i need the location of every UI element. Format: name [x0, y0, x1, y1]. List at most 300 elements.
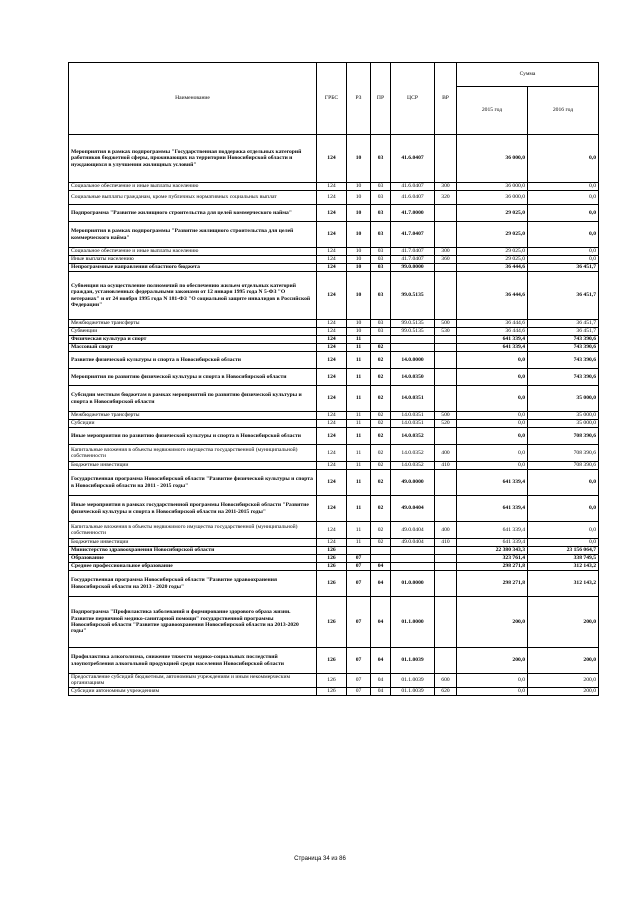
cell-grbs: 124	[317, 248, 347, 256]
cell-grbs: 124	[317, 428, 347, 445]
cell-y2015: 641 339,4	[457, 470, 528, 496]
cell-y2016: 708 390,6	[528, 445, 599, 462]
table-row	[69, 336, 599, 344]
cell-y2016: 0,0	[528, 522, 599, 539]
cell-vr: 300	[435, 248, 457, 256]
cell-vr	[435, 272, 457, 320]
cell-pr: 03	[371, 135, 391, 183]
cell-grbs: 126	[317, 597, 347, 648]
cell-csr: 49.0.0404	[391, 496, 435, 522]
cell-pr: 02	[371, 369, 391, 386]
cell-pr: 03	[371, 264, 391, 272]
cell-y2015: 0,0	[457, 445, 528, 462]
cell-name: Массовый спорт	[69, 344, 317, 352]
cell-y2015: 29 025,0	[457, 205, 528, 222]
cell-rz: 11	[347, 369, 371, 386]
cell-vr	[435, 470, 457, 496]
cell-rz: 11	[347, 352, 371, 369]
cell-csr: 99.0.5135	[391, 320, 435, 328]
cell-grbs: 124	[317, 191, 347, 205]
cell-y2016: 35 000,0	[528, 412, 599, 420]
cell-vr: 530	[435, 328, 457, 336]
cell-y2016: 0,0	[528, 256, 599, 264]
cell-rz	[347, 547, 371, 555]
cell-pr: 03	[371, 183, 391, 191]
table-row	[69, 687, 599, 695]
cell-name: Государственная программа Новосибирской области "Развитие здравоохранения Новосибирской области на 2013 - 2020 годы"	[69, 571, 317, 597]
cell-y2015: 0,0	[457, 674, 528, 688]
cell-pr: 02	[371, 522, 391, 539]
cell-vr: 410	[435, 539, 457, 547]
cell-csr: 14.0.0350	[391, 369, 435, 386]
cell-rz: 11	[347, 412, 371, 420]
cell-name: Межбюджетные трансферты	[69, 320, 317, 328]
cell-y2015: 0,0	[457, 420, 528, 428]
cell-name: Образование	[69, 555, 317, 563]
cell-grbs: 124	[317, 412, 347, 420]
cell-csr	[391, 563, 435, 571]
cell-rz: 11	[347, 539, 371, 547]
budget-table	[68, 62, 599, 696]
cell-y2016: 0,0	[528, 191, 599, 205]
cell-grbs: 124	[317, 420, 347, 428]
table-row	[69, 344, 599, 352]
cell-y2015: 0,0	[457, 428, 528, 445]
cell-csr: 14.0.0352	[391, 462, 435, 470]
cell-name: Подпрограмма "Профилактика заболеваний и формирование здорового образа жизни. Развитие первичной медико-санитарной помощи" государственной программы Новосибирской области "Развитие здравоохранения Новосибирской области на 2013-2020 годы"	[69, 597, 317, 648]
cell-grbs: 124	[317, 496, 347, 522]
cell-csr	[391, 547, 435, 555]
cell-vr	[435, 555, 457, 563]
cell-csr: 49.0.0000	[391, 470, 435, 496]
page-footer: Страница 34 из 86	[294, 856, 346, 862]
header-sum: Сумма	[457, 63, 599, 87]
cell-vr	[435, 344, 457, 352]
cell-y2016: 0,0	[528, 539, 599, 547]
header-2016: 2016 год	[528, 87, 599, 135]
cell-vr: 400	[435, 522, 457, 539]
cell-rz: 11	[347, 496, 371, 522]
cell-rz: 07	[347, 687, 371, 695]
table-row	[69, 470, 599, 496]
cell-y2015: 0,0	[457, 462, 528, 470]
table-row	[69, 369, 599, 386]
cell-csr: 14.0.0351	[391, 386, 435, 412]
cell-rz: 11	[347, 522, 371, 539]
cell-grbs: 126	[317, 687, 347, 695]
header-2015: 2015 год	[457, 87, 528, 135]
table-row	[69, 539, 599, 547]
cell-vr	[435, 597, 457, 648]
cell-y2016: 36 451,7	[528, 264, 599, 272]
cell-vr	[435, 369, 457, 386]
cell-y2016: 743 390,6	[528, 344, 599, 352]
cell-csr: 41.7.0407	[391, 222, 435, 248]
cell-csr: 41.6.0407	[391, 135, 435, 183]
cell-name: Предоставление субсидий бюджетным, автономным учреждениям и иным некоммерческим организациям	[69, 674, 317, 688]
cell-csr: 01.1.0039	[391, 648, 435, 674]
cell-vr: 500	[435, 412, 457, 420]
cell-pr: 04	[371, 563, 391, 571]
table-row	[69, 563, 599, 571]
cell-y2016: 200,0	[528, 597, 599, 648]
cell-rz: 07	[347, 555, 371, 563]
cell-pr	[371, 547, 391, 555]
cell-grbs: 126	[317, 674, 347, 688]
cell-rz: 10	[347, 183, 371, 191]
cell-rz: 10	[347, 222, 371, 248]
cell-csr: 01.1.0039	[391, 674, 435, 688]
cell-csr: 99.0.5135	[391, 272, 435, 320]
cell-rz: 11	[347, 420, 371, 428]
cell-vr	[435, 222, 457, 248]
cell-rz: 07	[347, 571, 371, 597]
cell-vr: 400	[435, 445, 457, 462]
cell-grbs: 124	[317, 386, 347, 412]
cell-name: Субсидии автономным учреждениям	[69, 687, 317, 695]
cell-csr: 49.0.0404	[391, 522, 435, 539]
cell-pr: 03	[371, 222, 391, 248]
cell-pr: 02	[371, 445, 391, 462]
cell-rz: 10	[347, 328, 371, 336]
cell-vr: 300	[435, 183, 457, 191]
cell-y2016: 36 451,7	[528, 272, 599, 320]
cell-vr	[435, 496, 457, 522]
cell-vr: 500	[435, 320, 457, 328]
cell-csr: 99.0.0000	[391, 264, 435, 272]
cell-grbs: 126	[317, 648, 347, 674]
cell-y2015: 36 000,0	[457, 183, 528, 191]
cell-name: Министерство здравоохранения Новосибирской области	[69, 547, 317, 555]
cell-pr: 02	[371, 496, 391, 522]
table-row	[69, 256, 599, 264]
table-row	[69, 135, 599, 183]
cell-rz: 10	[347, 272, 371, 320]
cell-y2016: 0,0	[528, 222, 599, 248]
cell-vr	[435, 563, 457, 571]
table-header	[69, 63, 599, 135]
cell-rz: 10	[347, 256, 371, 264]
cell-grbs: 124	[317, 320, 347, 328]
cell-name: Среднее профессиональное образование	[69, 563, 317, 571]
cell-rz: 11	[347, 336, 371, 344]
cell-rz: 11	[347, 344, 371, 352]
cell-grbs: 124	[317, 183, 347, 191]
cell-pr: 04	[371, 648, 391, 674]
cell-pr	[371, 555, 391, 563]
cell-y2016: 743 390,6	[528, 336, 599, 344]
cell-rz: 10	[347, 320, 371, 328]
cell-csr: 41.6.0407	[391, 183, 435, 191]
cell-y2016: 312 143,2	[528, 563, 599, 571]
cell-rz: 10	[347, 205, 371, 222]
cell-rz: 10	[347, 191, 371, 205]
cell-grbs: 124	[317, 369, 347, 386]
cell-y2015: 641 339,4	[457, 344, 528, 352]
cell-pr: 02	[371, 412, 391, 420]
cell-pr: 03	[371, 272, 391, 320]
table-row	[69, 428, 599, 445]
cell-name: Социальное обеспечение и иные выплаты населению	[69, 183, 317, 191]
table-row	[69, 328, 599, 336]
cell-vr	[435, 135, 457, 183]
cell-grbs: 126	[317, 571, 347, 597]
cell-y2015: 0,0	[457, 386, 528, 412]
cell-csr	[391, 344, 435, 352]
cell-y2015: 641 339,4	[457, 496, 528, 522]
cell-pr: 02	[371, 462, 391, 470]
cell-csr: 01.1.0000	[391, 597, 435, 648]
cell-vr	[435, 547, 457, 555]
cell-rz: 11	[347, 386, 371, 412]
cell-csr: 41.6.0407	[391, 191, 435, 205]
cell-grbs: 124	[317, 272, 347, 320]
cell-pr: 02	[371, 420, 391, 428]
cell-pr: 04	[371, 674, 391, 688]
cell-pr: 03	[371, 205, 391, 222]
cell-y2016: 743 390,6	[528, 352, 599, 369]
cell-csr: 14.0.0000	[391, 352, 435, 369]
cell-vr	[435, 386, 457, 412]
cell-grbs: 124	[317, 522, 347, 539]
cell-name: Социальное обеспечение и иные выплаты населению	[69, 248, 317, 256]
cell-vr: 520	[435, 420, 457, 428]
table-body	[69, 135, 599, 696]
cell-vr	[435, 336, 457, 344]
cell-name: Субсидии	[69, 420, 317, 428]
cell-vr	[435, 428, 457, 445]
cell-name: Бюджетные инвестиции	[69, 539, 317, 547]
header-vr: ВР	[435, 63, 457, 135]
cell-y2016: 0,0	[528, 496, 599, 522]
header-pr: ПР	[371, 63, 391, 135]
table-row	[69, 272, 599, 320]
cell-name: Субсидии местным бюджетам в рамках мероприятий по развитию физической культуры и спорта в Новосибирской области	[69, 386, 317, 412]
cell-y2016: 0,0	[528, 205, 599, 222]
cell-rz: 07	[347, 563, 371, 571]
cell-vr: 320	[435, 191, 457, 205]
cell-grbs: 126	[317, 555, 347, 563]
cell-grbs: 124	[317, 344, 347, 352]
cell-y2015: 0,0	[457, 352, 528, 369]
cell-y2015: 36 000,0	[457, 191, 528, 205]
table-row	[69, 205, 599, 222]
cell-grbs: 124	[317, 256, 347, 264]
cell-pr: 03	[371, 328, 391, 336]
cell-pr: 04	[371, 687, 391, 695]
cell-vr: 410	[435, 462, 457, 470]
cell-pr: 03	[371, 256, 391, 264]
header-grbs: ГРБС	[317, 63, 347, 135]
cell-name: Профилактика алкоголизма, снижение тяжести медико-социальных последствий злоупотребления алкогольной продукцией среди населения Новосибирской области	[69, 648, 317, 674]
cell-y2015: 298 271,8	[457, 571, 528, 597]
cell-grbs: 124	[317, 470, 347, 496]
cell-rz: 11	[347, 462, 371, 470]
cell-rz: 07	[347, 597, 371, 648]
cell-csr: 14.0.0352	[391, 445, 435, 462]
cell-y2016: 708 390,6	[528, 428, 599, 445]
cell-grbs: 126	[317, 563, 347, 571]
cell-csr: 41.7.0407	[391, 248, 435, 256]
cell-csr: 01.0.0000	[391, 571, 435, 597]
cell-pr: 03	[371, 248, 391, 256]
cell-pr: 02	[371, 352, 391, 369]
cell-y2015: 200,0	[457, 648, 528, 674]
table-row	[69, 352, 599, 369]
table-row	[69, 264, 599, 272]
cell-name: Физическая культура и спорт	[69, 336, 317, 344]
cell-name: Государственная программа Новосибирской области "Развитие физической культуры и спорта в Новосибирской области на 2011 - 2015 годы"	[69, 470, 317, 496]
cell-y2016: 200,0	[528, 648, 599, 674]
cell-rz: 11	[347, 470, 371, 496]
table-row	[69, 571, 599, 597]
cell-y2015: 36 000,0	[457, 135, 528, 183]
cell-pr: 04	[371, 571, 391, 597]
cell-y2015: 36 444,6	[457, 320, 528, 328]
cell-pr: 02	[371, 344, 391, 352]
cell-grbs: 126	[317, 547, 347, 555]
cell-pr: 03	[371, 320, 391, 328]
cell-y2015: 0,0	[457, 412, 528, 420]
cell-grbs: 124	[317, 352, 347, 369]
cell-vr: 620	[435, 687, 457, 695]
cell-y2016: 35 000,0	[528, 386, 599, 412]
cell-csr: 14.0.0351	[391, 412, 435, 420]
cell-y2016: 23 156 064,7	[528, 547, 599, 555]
table-row	[69, 462, 599, 470]
cell-y2016: 36 451,7	[528, 328, 599, 336]
cell-rz: 10	[347, 135, 371, 183]
cell-y2015: 36 444,6	[457, 264, 528, 272]
table-row	[69, 522, 599, 539]
cell-vr	[435, 264, 457, 272]
cell-name: Иные мероприятия в рамках государственной программы Новосибирской области "Развитие физической культуры и спорта в Новосибирской области на 2011-2015 годы"	[69, 496, 317, 522]
cell-y2016: 200,0	[528, 674, 599, 688]
cell-y2015: 29 025,0	[457, 222, 528, 248]
cell-csr: 99.0.5135	[391, 328, 435, 336]
cell-y2016: 35 000,0	[528, 420, 599, 428]
cell-name: Субвенции	[69, 328, 317, 336]
cell-y2015: 641 339,4	[457, 336, 528, 344]
cell-vr	[435, 205, 457, 222]
header-rz: РЗ	[347, 63, 371, 135]
cell-csr: 01.1.0039	[391, 687, 435, 695]
cell-grbs: 124	[317, 222, 347, 248]
cell-y2016: 0,0	[528, 135, 599, 183]
cell-grbs: 124	[317, 135, 347, 183]
cell-pr	[371, 336, 391, 344]
cell-name: Мероприятия по развитию физической культуры и спорта в Новосибирской области	[69, 369, 317, 386]
cell-name: Субвенция на осуществление полномочий по обеспечению жильем отдельных категорий граждан, установленных федеральными законами от 12 января 1995 года N 5-ФЗ "О ветеранах" и от 24 ноября 1995 года N 181-ФЗ "О социальной защите инвалидов в Российской Федерации"	[69, 272, 317, 320]
cell-name: Подпрограмма "Развитие жилищного строительства для целей коммерческого найма"	[69, 205, 317, 222]
cell-name: Капитальные вложения в объекты недвижимого имущества государственной (муниципальной) собственности	[69, 445, 317, 462]
table-row	[69, 248, 599, 256]
cell-y2015: 22 380 343,3	[457, 547, 528, 555]
cell-rz: 07	[347, 674, 371, 688]
cell-y2015: 0,0	[457, 687, 528, 695]
cell-y2015: 0,0	[457, 369, 528, 386]
header-csr: ЦСР	[391, 63, 435, 135]
cell-pr: 04	[371, 597, 391, 648]
cell-vr: 360	[435, 256, 457, 264]
cell-vr	[435, 571, 457, 597]
cell-name: Межбюджетные трансферты	[69, 412, 317, 420]
cell-y2016: 200,0	[528, 687, 599, 695]
cell-csr	[391, 555, 435, 563]
cell-name: Развитие физической культуры и спорта в Новосибирской области	[69, 352, 317, 369]
header-name: Наименование	[69, 63, 317, 135]
table-row	[69, 420, 599, 428]
cell-grbs: 124	[317, 328, 347, 336]
table-row	[69, 412, 599, 420]
cell-y2016: 0,0	[528, 183, 599, 191]
cell-grbs: 124	[317, 205, 347, 222]
cell-pr: 02	[371, 539, 391, 547]
cell-name: Капитальные вложения в объекты недвижимого имущества государственной (муниципальной) собственности	[69, 522, 317, 539]
table-row	[69, 445, 599, 462]
cell-vr	[435, 648, 457, 674]
cell-rz: 07	[347, 648, 371, 674]
cell-y2015: 29 025,0	[457, 256, 528, 264]
cell-grbs: 124	[317, 445, 347, 462]
cell-csr: 41.7.0407	[391, 256, 435, 264]
cell-y2016: 312 143,2	[528, 571, 599, 597]
cell-rz: 10	[347, 248, 371, 256]
cell-grbs: 124	[317, 264, 347, 272]
cell-y2016: 0,0	[528, 470, 599, 496]
cell-grbs: 124	[317, 336, 347, 344]
cell-y2016: 0,0	[528, 248, 599, 256]
table-row	[69, 222, 599, 248]
cell-name: Социальные выплаты гражданам, кроме публичных нормативных социальных выплат	[69, 191, 317, 205]
cell-y2015: 298 271,8	[457, 563, 528, 571]
cell-pr: 02	[371, 470, 391, 496]
cell-y2016: 743 390,6	[528, 369, 599, 386]
cell-rz: 11	[347, 445, 371, 462]
cell-name: Непрограммные направления областного бюджета	[69, 264, 317, 272]
cell-y2015: 641 339,4	[457, 539, 528, 547]
cell-y2016: 36 451,7	[528, 320, 599, 328]
table-row	[69, 191, 599, 205]
cell-name: Иные выплаты населению	[69, 256, 317, 264]
cell-grbs: 124	[317, 539, 347, 547]
cell-name: Мероприятия в рамках подпрограммы "Развитие жилищного строительства для целей коммерческого найма"	[69, 222, 317, 248]
cell-rz: 11	[347, 428, 371, 445]
cell-csr	[391, 336, 435, 344]
cell-pr: 02	[371, 386, 391, 412]
table-row	[69, 386, 599, 412]
cell-y2015: 36 444,6	[457, 328, 528, 336]
cell-y2015: 29 025,0	[457, 248, 528, 256]
cell-csr: 41.7.0000	[391, 205, 435, 222]
cell-csr: 14.0.0352	[391, 428, 435, 445]
cell-name: Бюджетные инвестиции	[69, 462, 317, 470]
table-row	[69, 547, 599, 555]
cell-vr: 600	[435, 674, 457, 688]
cell-name: Мероприятия в рамках подпрограммы "Государственная поддержка отдельных категорий работников бюджетной сферы, проживающих на территории Новосибирской области и нуждающихся в улучшении жилищных условий"	[69, 135, 317, 183]
cell-csr: 49.0.0404	[391, 539, 435, 547]
table-row	[69, 674, 599, 688]
table-row	[69, 597, 599, 648]
cell-name: Иные мероприятия по развитию физической культуры и спорта в Новосибирской области	[69, 428, 317, 445]
cell-pr: 02	[371, 428, 391, 445]
table-row	[69, 320, 599, 328]
cell-y2016: 708 390,6	[528, 462, 599, 470]
table-row	[69, 496, 599, 522]
cell-y2016: 338 749,5	[528, 555, 599, 563]
cell-y2015: 323 761,4	[457, 555, 528, 563]
cell-grbs: 124	[317, 462, 347, 470]
